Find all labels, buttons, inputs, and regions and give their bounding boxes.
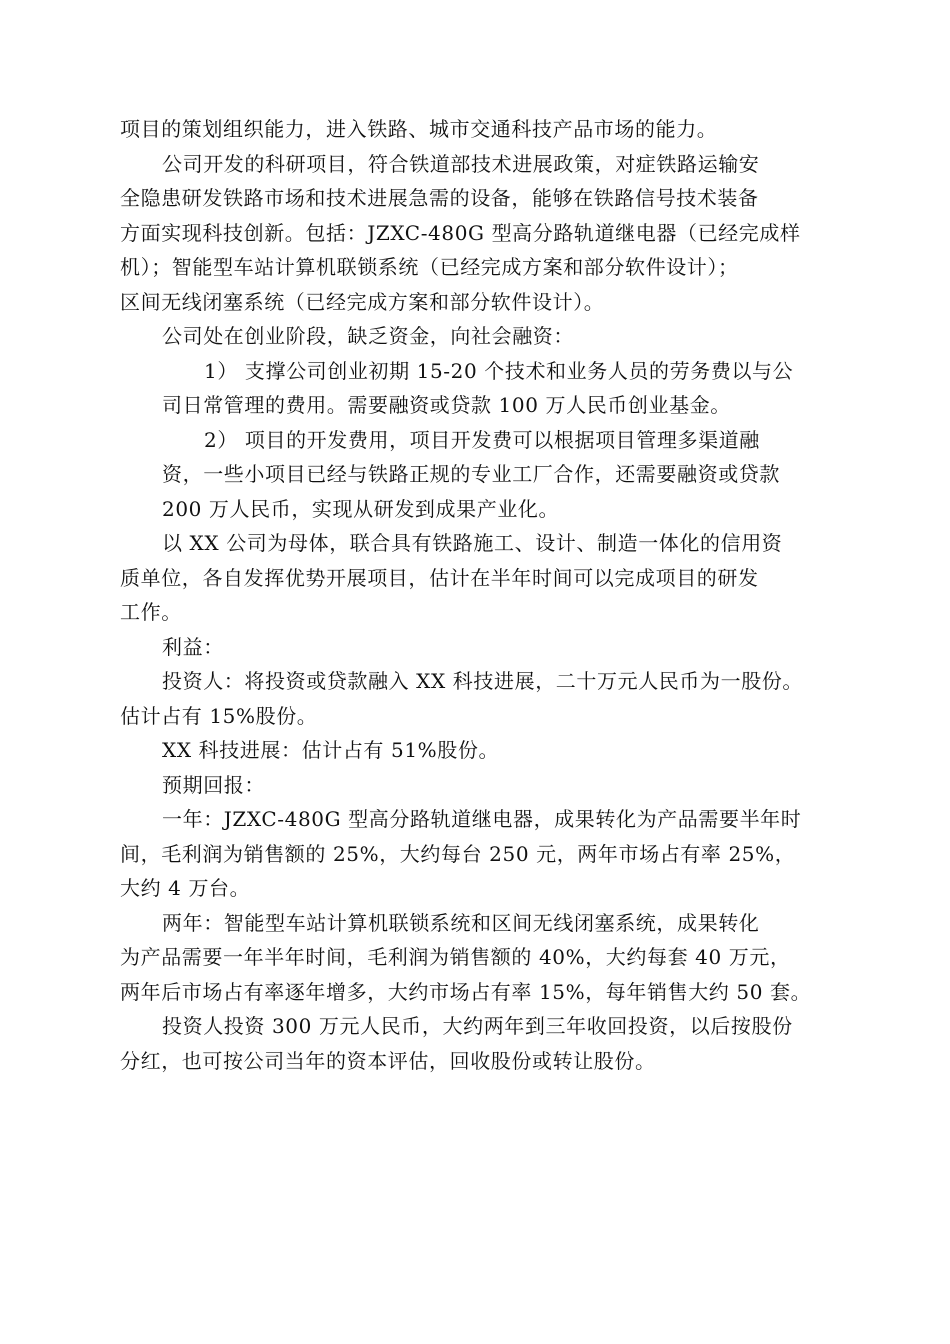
text-line: 两年：智能型车站计算机联锁系统和区间无线闭塞系统，成果转化	[162, 910, 760, 935]
text-line: 资，一些小项目已经与铁路正规的专业工厂合作，还需要融资或贷款	[162, 462, 780, 486]
text-line: 全隐患研发铁路市场和技术进展急需的设备，能够在铁路信号技术装备	[120, 186, 759, 210]
text-line: 司日常管理的费用。需要融资或贷款 100 万人民币创业基金。	[162, 393, 731, 417]
text-line: 一年：JZXC-480G 型高分路轨道继电器，成果转化为产品需要半年时	[162, 807, 802, 831]
text-line: 2） 项目的开发费用，项目开发费可以根据项目管理多渠道融	[204, 427, 760, 452]
text-line: 区间无线闭塞系统（已经完成方案和部分软件设计）。	[120, 289, 605, 314]
text-line: 利益：	[162, 634, 224, 659]
text-line: 公司处在创业阶段，缺乏资金，向社会融资：	[162, 324, 574, 348]
text-line: XX 科技进展：估计占有 51%股份。	[162, 738, 500, 762]
text-line: 公司开发的科研项目，符合铁道部技术进展政策，对症铁路运输安	[162, 151, 760, 176]
document-body	[120, 112, 845, 1078]
text-line: 分红，也可按公司当年的资本评估，回收股份或转让股份。	[120, 1048, 656, 1073]
text-line: 预期回报：	[162, 772, 265, 797]
text-line: 大约 4 万台。	[120, 876, 251, 900]
text-line: 质单位，各自发挥优势开展项目，估计在半年时间可以完成项目的研发	[120, 565, 759, 590]
text-line: 工作。	[120, 600, 182, 624]
text-line: 为产品需要一年半年时间，毛利润为销售额的 40%，大约每套 40 万元，	[120, 945, 791, 969]
text-line: 以 XX 公司为母体，联合具有铁路施工、设计、制造一体化的信用资	[162, 531, 783, 555]
text-line: 间，毛利润为销售额的 25%，大约每台 250 元，两年市场占有率 25%，	[120, 841, 796, 866]
text-line: 两年后市场占有率逐年增多，大约市场占有率 15%，每年销售大约 50 套。	[120, 979, 812, 1004]
text-line: 机）；智能型车站计算机联锁系统（已经完成方案和部分软件设计）；	[120, 255, 739, 279]
text-line: 投资人投资 300 万元人民币，大约两年到三年收回投资，以后按股份	[162, 1014, 793, 1038]
text-line: 1） 支撑公司创业初期 15-20 个技术和业务人员的劳务费以与公	[204, 358, 794, 383]
text-line: 投资人：将投资或贷款融入 XX 科技进展，二十万元人民币为一股份。	[162, 669, 803, 693]
text-line: 200 万人民币，实现从研发到成果产业化。	[162, 496, 560, 521]
text-line: 项目的策划组织能力，进入铁路、城市交通科技产品市场的能力。	[120, 117, 718, 141]
text-line: 估计占有 15%股份。	[120, 703, 318, 728]
text-line: 方面实现科技创新。包括：JZXC-480G 型高分路轨道继电器（已经完成样	[120, 220, 801, 245]
